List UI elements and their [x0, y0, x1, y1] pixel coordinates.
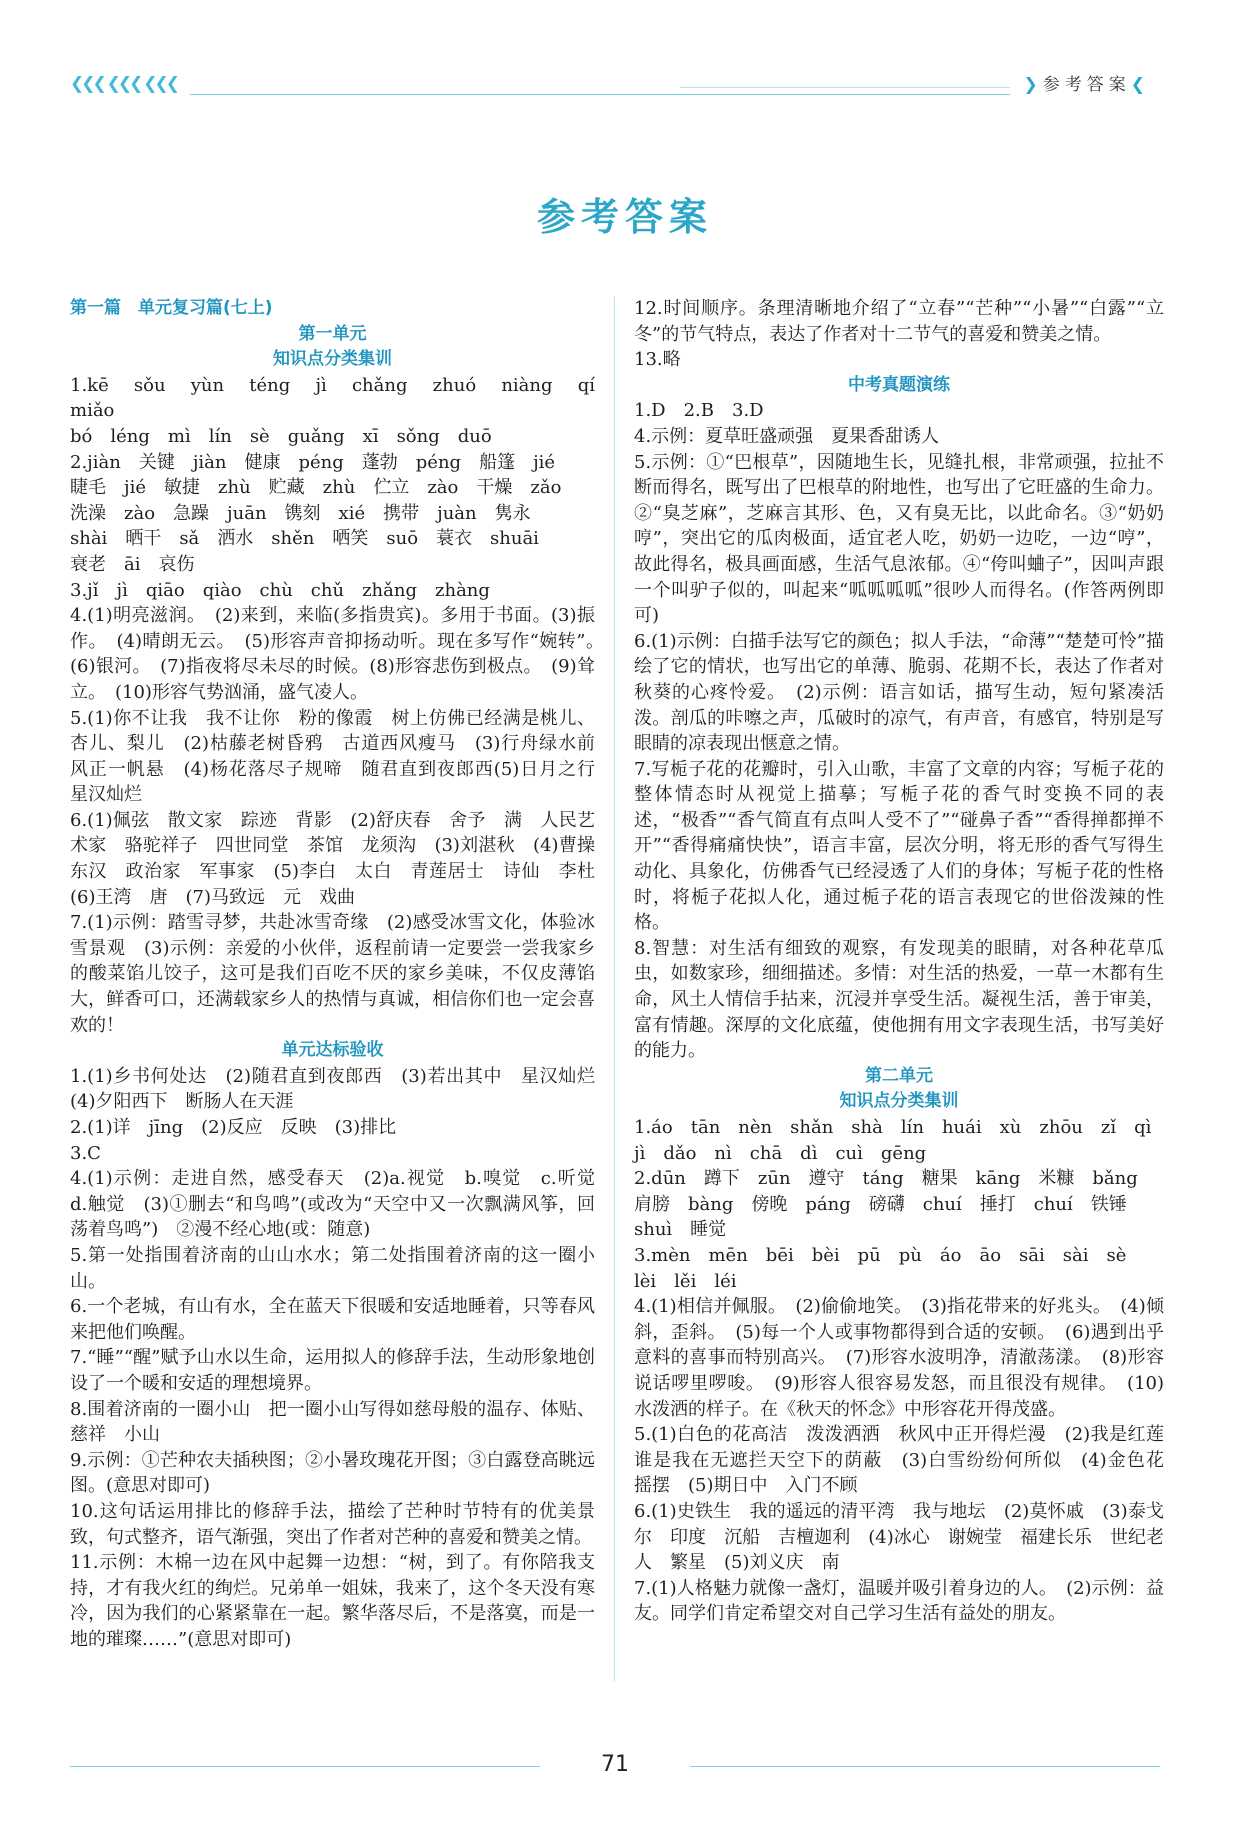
header-rule — [190, 94, 1010, 95]
answer-line: 10.这句话运用排比的修辞手法，描绘了芒种时节特有的优美景致，句式整齐，语气渐强，突出了作者对芒种的喜爱和赞美之情。 — [70, 1500, 595, 1548]
answer-line: 12.时间顺序。条理清晰地介绍了“立春”“芒种”“小暑”“白露”“立冬”的节气特点，表达了作者对十二节气的喜爱和赞美之情。 — [634, 298, 1164, 345]
answer-line: shài 晒干 sǎ 洒水 shěn 哂笑 suō 蓑衣 shuāi — [70, 528, 539, 550]
section-heading: 知识点分类集训 — [839, 1091, 959, 1112]
answer-line: 4.示例：夏草旺盛顽强 夏果香甜诱人 — [634, 425, 940, 447]
answer-line: 6.(1)示例：白描手法写它的颜色；拟人手法，“命薄”“楚楚可怜”描绘了它的情状，也写出它的单薄、脆弱、花期不长，表达了作者对秋葵的心疼怜爱。 (2)示例：语言如话，描写生动，短句紧凑活泼。剖瓜的咔嚓之声，瓜破时的凉气，有声音，有感官，特别是写眼睛的凉表现出惬意之情。 — [634, 630, 1164, 755]
arrow-left-icon: ❮ — [1130, 75, 1150, 95]
section-title: 第一篇 单元复习篇(七上) — [70, 298, 273, 318]
answer-line: 5.(1)你不让我 我不让你 粉的像霞 树上仿佛已经满是桃儿、杏儿、梨儿 (2)枯藤老树昏鸦 古道西风瘦马 (3)行舟绿水前 风正一帆悬 (4)杨花落尽子规啼 随君直到夜郎西(5)日月之行 星汉灿烂 — [70, 707, 613, 806]
answer-line: 5.第一处指围着济南的山山水水；第二处指围着济南的这一圈小山。 — [70, 1244, 595, 1292]
answer-line: bó léng mì lín sè guǎng xī sǒng duō — [70, 425, 492, 447]
answer-line: lèi lěi léi — [634, 1270, 737, 1292]
answer-line: 2.(1)详 jīng (2)反应 反映 (3)排比 — [70, 1117, 397, 1138]
right-column — [634, 296, 1182, 1627]
answer-line: 1.D 2.B 3.D — [634, 400, 764, 422]
answer-line: jì dǎo nì chā dì cuì gēng — [634, 1142, 927, 1164]
header-rule-accent — [680, 87, 1010, 88]
answer-line: 洗澡 zào 急躁 juān 镌刻 xié 携带 juàn 隽永 — [70, 502, 531, 524]
running-header — [70, 60, 1160, 100]
answer-line: 3.C — [70, 1142, 101, 1164]
answer-line: 衰老 āi 哀伤 — [70, 553, 195, 575]
answer-line: 5.示例：①“巴根草”，因随地生长，见缝扎根，非常顽强，拉扯不断而得名，既写出了巴根草的附地性，也写出了它旺盛的生命力。②“臭芝麻”，芝麻言其形、色，又有臭无比，以此命名。③“奶奶哼”，突出它的瓜肉极面，适宜老人吃，奶奶一边吃，一边“哼”，故此得名，极具画面感，生活气息浓郁。④“侉叫蛐子”，因叫声跟一个叫驴子似的，叫起来“呱呱呱呱”很吵人而得名。(作答两例即可) — [634, 451, 1164, 627]
answer-line: 7.(1)人格魅力就像一盏灯，温暖并吸引着身边的人。 (2)示例：益友。同学们肯定希望交对自己学习生活有益处的朋友。 — [634, 1577, 1164, 1625]
answer-line: 3.mèn mēn bēi bèi pū pù áo āo sāi sài sè — [634, 1244, 1127, 1266]
answer-line: 6.一个老城，有山有水，全在蓝天下很暖和安适地睡着，只等春风来把他们唤醒。 — [70, 1296, 595, 1343]
answer-line: 3.jǐ jì qiāo qiào chù chǔ zhǎng zhàng — [70, 579, 490, 601]
section-heading: 知识点分类集训 — [273, 349, 392, 370]
answer-line: 睫毛 jié 敏捷 zhù 贮藏 zhù 伫立 zào 干燥 zǎo — [70, 477, 562, 499]
section-heading: 第二单元 — [865, 1065, 933, 1086]
answer-line: 2.jiàn 关键 jiàn 健康 péng 蓬勃 péng 船篷 jié — [70, 451, 556, 473]
chevron-decoration-icon: ❮❮❮ ❮❮❮ ❮❮❮ — [70, 74, 178, 94]
answer-line: 7.“睡”“醒”赋予山水以生命，运用拟人的修辞手法，生动形象地创设了一个暖和安适的理想境界。 — [70, 1347, 595, 1394]
answer-line: 4.(1)明亮滋润。 (2)来到，来临(多指贵宾)。多用于书面。(3)振作。 (4)晴朗无云。 (5)形容声音抑扬动听。现在多写作“婉转”。 (6)银河。 (7)指夜将尽未尽的时候。(8)形容悲伤到极点。 (9)耸立。 (10)形容气势汹涌，盛气凌人。 — [70, 605, 613, 703]
answer-line: 7.写栀子花的花瓣时，引入山歌，丰富了文章的内容；写栀子花的整体情态时从视觉上描摹；写栀子花的香气时变换不同的表述，“极香”“香气简直有点叫人受不了”“碰鼻子香”“香得掸都掸不开”“香得痛痛快快”，语言丰富，层次分明，将无形的香气写得生动化、具象化，仿佛香气已经浸透了人们的身体；写栀子花的性格时，将栀子花拟人化，通过栀子花的语言表现它的世俗泼辣的性格。 — [634, 758, 1164, 934]
answer-line: 8.智慧：对生活有细致的观察，有发现美的眼睛，对各种花草瓜虫，如数家珍，细细描述。多情：对生活的热爱，一草一木都有生命，风土人情信手拈来，沉浸并享受生活。凝视生活，善于审美，富有情趣。深厚的文化底蕴，使他拥有用文字表现生活，书写美好的能力。 — [634, 937, 1164, 1062]
answer-line: shuì 睡觉 — [634, 1219, 727, 1241]
answer-line: 9.示例：①芒种农夫插秧图；②小暑玫瑰花开图；③白露登高眺远图。(意思对即可) — [70, 1449, 595, 1497]
answer-line: 6.(1)史铁生 我的遥远的清平湾 我与地坛 (2)莫怀戚 (3)泰戈尔 印度 沉船 吉檀迦利 (4)冰心 谢婉莹 福建长乐 世纪老人 繁星 (5)刘义庆 南 — [634, 1500, 1164, 1574]
answer-line: 13.略 — [634, 349, 681, 371]
page-number: 71 — [601, 1752, 629, 1777]
header-label — [1024, 70, 1151, 95]
answer-line: 2.dūn 蹲下 zūn 遵守 táng 糖果 kāng 米糠 bǎng — [634, 1168, 1138, 1190]
column-divider — [614, 296, 615, 1682]
answer-line: 1.(1)乡书何处达 (2)随君直到夜郎西 (3)若出其中 星汉灿烂 (4)夕阳西下 断肠人在天涯 — [70, 1065, 613, 1113]
answer-line: 6.(1)佩弦 散文家 踪迹 背影 (2)舒庆春 舍予 满 人民艺术家 骆驼祥子 四世同堂 茶馆 龙须沟 (3)刘湛秋 (4)曹操 东汉 政治家 军事家 (5)李白 太白 青莲居士 诗仙 李杜 (6)王湾 唐 (7)马致远 元 戏曲 — [70, 809, 613, 908]
section-heading: 单元达标验收 — [281, 1040, 384, 1061]
answer-line: 11.示例：木棉一边在风中起舞一边想：“树，到了。有你陪我支持，才有我火红的绚烂。兄弟单一姐妹，我来了，这个冬天没有寒冷，因为我们的心紧紧靠在一起。繁华落尽后，不是落寞，而是一地的璀璨……”(意思对即可) — [70, 1552, 595, 1650]
answer-line: 4.(1)相信并佩服。 (2)偷偷地笑。 (3)指花带来的好兆头。 (4)倾斜，歪斜。 (5)每一个人或事物都得到合适的安顿。 (6)遇到出乎意料的喜事而特别高兴。 (7)形容水波明净，清澈荡漾。 (8)形容说话啰里啰唆。 (9)形容人很容易发怒，而且很没有规律。 (10)水泼洒的样子。在《秋天的怀念》中形容花开得茂盛。 — [634, 1296, 1164, 1420]
answer-line: 4.(1)示例：走进自然，感受春天 (2)a.视觉 b.嗅觉 c.听觉 d.触觉 (3)①删去“和鸟鸣”(或改为“天空中又一次飘满风筝，回荡着鸟鸣”) ②漫不经心地(或：随意) — [70, 1168, 613, 1241]
page-footer — [70, 1752, 1160, 1782]
answer-line: 1.áo tān nèn shǎn shà lín huái xù zhōu zǐ qì — [634, 1117, 1152, 1138]
page-title: 参考答案 — [536, 195, 713, 239]
answer-line: 8.围着济南的一圈小山 把一圈小山写得如慈母般的温存、体贴、慈祥 小山 — [70, 1398, 595, 1446]
answer-line: 肩膀 bàng 傍晚 páng 磅礴 chuí 捶打 chuí 铁锤 — [634, 1193, 1127, 1215]
answer-line: 5.(1)白色的花高洁 泼泼洒洒 秋风中正开得烂漫 (2)我是红莲 谁是我在无遮拦天空下的荫蔽 (3)白雪纷纷何所似 (4)金色花 摇摆 (5)期日中 入门不顾 — [634, 1424, 1182, 1497]
section-heading: 第一单元 — [298, 323, 367, 344]
answer-line: 7.(1)示例：踏雪寻梦，共赴冰雪奇缘 (2)感受冰雪文化，体验冰雪景观 (3)示例：亲爱的小伙伴，返程前请一定要尝一尝我家乡的酸菜馅儿饺子，这可是我们百吃不厌的家乡美味，不仅皮薄馅大，鲜香可口，还满载家乡人的热情与真诚，相信你们也一定会喜欢的！ — [70, 912, 595, 1036]
section-heading: 中考真题演练 — [848, 374, 950, 395]
arrow-right-icon: ❯ — [1023, 75, 1043, 95]
header-label-text: 参考答案 — [1042, 75, 1131, 95]
left-column — [70, 296, 613, 1652]
answer-line: 1.kē sǒu yùn téng jì chǎng zhuó niàng qí miǎo — [70, 374, 613, 422]
